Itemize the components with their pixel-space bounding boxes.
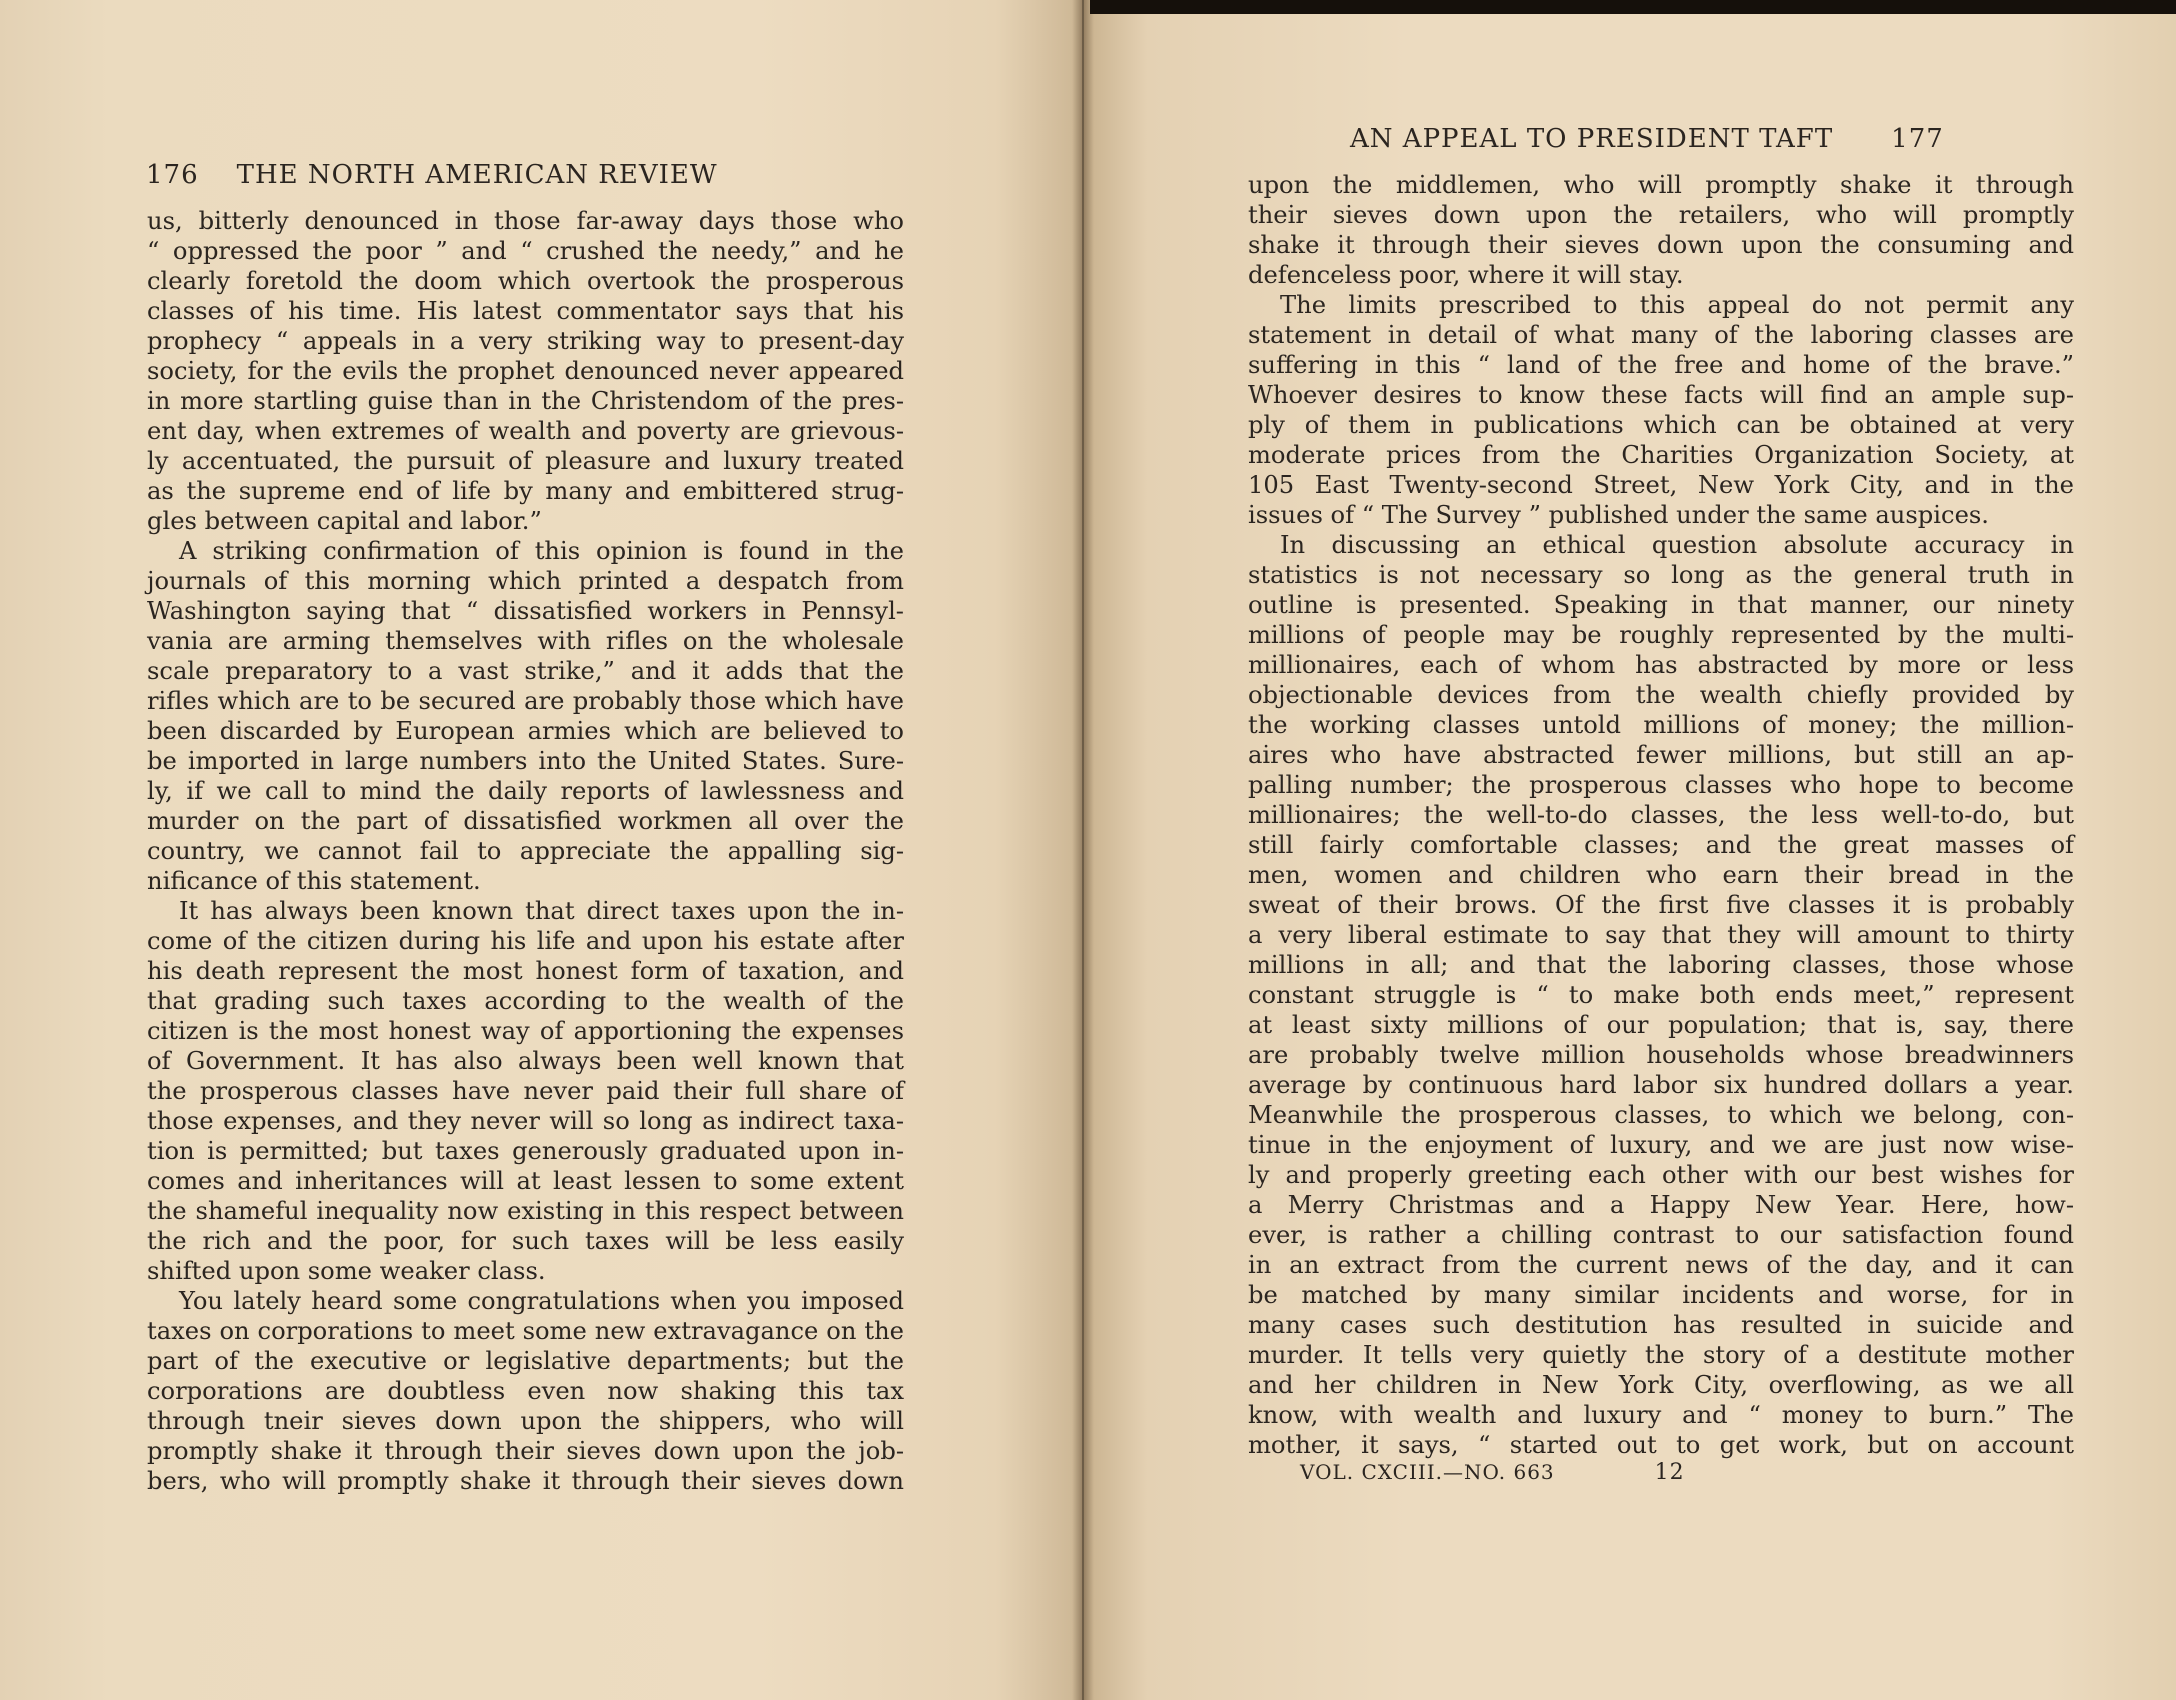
text-line: ly, if we call to mind the daily reports of lawlessness and bbox=[147, 777, 904, 805]
page-edge-shadow bbox=[1090, 0, 2176, 14]
text-line: suffering in this “ land of the free and home of the brave.” bbox=[1248, 351, 2074, 379]
text-line: journals of this morning which printed a despatch from bbox=[147, 567, 904, 595]
text-line: taxes on corporations to meet some new extravagance on the bbox=[147, 1317, 904, 1345]
text-line: prophecy “ appeals in a very striking way to present-day bbox=[147, 327, 904, 355]
text-line: a very liberal estimate to say that they will amount to thirty bbox=[1248, 921, 2074, 949]
text-line: average by continuous hard labor six hundred dollars a year. bbox=[1248, 1071, 2074, 1099]
text-line: defenceless poor, where it will stay. bbox=[1248, 261, 1684, 289]
text-line: aires who have abstracted fewer millions, but still an ap- bbox=[1248, 741, 2074, 769]
text-line: murder on the part of dissatisfied workmen all over the bbox=[147, 807, 904, 835]
text-line: millionaires; the well-to-do classes, the less well-to-do, but bbox=[1248, 801, 2074, 829]
text-line: millionaires, each of whom has abstracted by more or less bbox=[1248, 651, 2074, 679]
text-line: and her children in New York City, overflowing, as we all bbox=[1248, 1371, 2074, 1399]
text-line: his death represent the most honest form of taxation, and bbox=[147, 957, 904, 985]
right-running-head bbox=[1350, 124, 1944, 154]
text-line: the prosperous classes have never paid their full share of bbox=[147, 1077, 904, 1105]
text-line: in more startling guise than in the Christendom of the pres- bbox=[147, 387, 904, 415]
text-line: In discussing an ethical question absolute accuracy in bbox=[1280, 531, 2074, 559]
left-page bbox=[0, 0, 1082, 1700]
text-line: of Government. It has also always been well known that bbox=[147, 1047, 904, 1075]
text-line: constant struggle is “ to make both ends meet,” represent bbox=[1248, 981, 2074, 1009]
text-line: millions in all; and that the laboring classes, those whose bbox=[1248, 951, 2074, 979]
text-line: still fairly comfortable classes; and the great masses of bbox=[1248, 831, 2074, 859]
text-line: Washington saying that “ dissatisfied workers in Pennsyl- bbox=[147, 597, 904, 625]
text-line: come of the citizen during his life and upon his estate after bbox=[147, 927, 904, 955]
text-line: vania are arming themselves with rifles on the wholesale bbox=[147, 627, 904, 655]
text-line: scale preparatory to a vast strike,” and it adds that the bbox=[147, 657, 904, 685]
signature-mark: 12 bbox=[1654, 1460, 1685, 1485]
text-line: ly and properly greeting each other with our best wishes for bbox=[1248, 1161, 2074, 1189]
text-line: ply of them in publications which can be obtained at very bbox=[1248, 411, 2074, 439]
text-line: Meanwhile the prosperous classes, to which we belong, con- bbox=[1248, 1101, 2074, 1129]
text-line: the working classes untold millions of money; the million- bbox=[1248, 711, 2074, 739]
text-line: statement in detail of what many of the laboring classes are bbox=[1248, 321, 2074, 349]
text-line: Whoever desires to know these facts will find an ample sup- bbox=[1248, 381, 2074, 409]
left-page-number: 176 bbox=[146, 160, 199, 190]
text-line: statistics is not necessary so long as the general truth in bbox=[1248, 561, 2074, 589]
text-line: through tneir sieves down upon the shippers, who will bbox=[147, 1407, 904, 1435]
right-article-title: AN APPEAL TO PRESIDENT TAFT bbox=[1350, 124, 1834, 154]
text-line: objectionable devices from the wealth chiefly provided by bbox=[1248, 681, 2074, 709]
text-line: nificance of this statement. bbox=[147, 867, 481, 895]
text-line: citizen is the most honest way of apportioning the expenses bbox=[147, 1017, 904, 1045]
text-line: their sieves down upon the retailers, who will promptly bbox=[1248, 201, 2074, 229]
right-text-column bbox=[1248, 170, 2074, 1460]
text-line: been discarded by European armies which are believed to bbox=[147, 717, 904, 745]
text-line: promptly shake it through their sieves down upon the job- bbox=[147, 1437, 904, 1465]
text-line: as the supreme end of life by many and embittered strug- bbox=[147, 477, 904, 505]
text-line: society, for the evils the prophet denounced never appeared bbox=[147, 357, 904, 385]
text-line: the shameful inequality now existing in this respect between bbox=[147, 1197, 904, 1225]
left-journal-title: THE NORTH AMERICAN REVIEW bbox=[236, 160, 718, 190]
text-line: upon the middlemen, who will promptly shake it through bbox=[1248, 171, 2074, 199]
left-running-head bbox=[146, 160, 718, 190]
text-line: 105 East Twenty-second Street, New York City, and in the bbox=[1248, 471, 2074, 499]
text-line: ent day, when extremes of wealth and poverty are grievous- bbox=[147, 417, 904, 445]
text-line: outline is presented. Speaking in that manner, our ninety bbox=[1248, 591, 2074, 619]
text-line: be matched by many similar incidents and worse, for in bbox=[1248, 1281, 2074, 1309]
text-line: part of the executive or legislative departments; but the bbox=[147, 1347, 904, 1375]
text-line: millions of people may be roughly represented by the multi- bbox=[1248, 621, 2074, 649]
text-line: clearly foretold the doom which overtook the prosperous bbox=[147, 267, 904, 295]
text-line: tinue in the enjoyment of luxury, and we are just now wise- bbox=[1248, 1131, 2074, 1159]
text-line: be imported in large numbers into the United States. Sure- bbox=[147, 747, 904, 775]
text-line: comes and inheritances will at least lessen to some extent bbox=[147, 1167, 904, 1195]
text-line: gles between capital and labor.” bbox=[147, 507, 542, 535]
text-line: You lately heard some congratulations when you imposed bbox=[179, 1287, 904, 1315]
text-line: rifles which are to be secured are probably those which have bbox=[147, 687, 904, 715]
text-line: tion is permitted; but taxes generously graduated upon in- bbox=[147, 1137, 904, 1165]
text-line: moderate prices from the Charities Organization Society, at bbox=[1248, 441, 2074, 469]
text-line: us, bitterly denounced in those far-away days those who bbox=[147, 207, 904, 235]
text-line: The limits prescribed to this appeal do not permit any bbox=[1280, 291, 2074, 319]
text-line: It has always been known that direct taxes upon the in- bbox=[179, 897, 904, 925]
text-line: at least sixty millions of our population; that is, say, there bbox=[1248, 1011, 2074, 1039]
text-line: ever, is rather a chilling contrast to our satisfaction found bbox=[1248, 1221, 2074, 1249]
text-line: murder. It tells very quietly the story of a destitute mother bbox=[1248, 1341, 2074, 1369]
text-line: that grading such taxes according to the wealth of the bbox=[147, 987, 904, 1015]
text-line: those expenses, and they never will so long as indirect taxa- bbox=[147, 1107, 904, 1135]
text-line: country, we cannot fail to appreciate the appalling sig- bbox=[147, 837, 904, 865]
text-line: corporations are doubtless even now shaking this tax bbox=[147, 1377, 904, 1405]
text-line: shake it through their sieves down upon the consuming and bbox=[1248, 231, 2074, 259]
left-text-column bbox=[147, 206, 904, 1496]
text-line: mother, it says, “ started out to get work, but on account bbox=[1248, 1431, 2074, 1459]
right-page-number: 177 bbox=[1891, 124, 1944, 154]
text-line: classes of his time. His latest commentator says that his bbox=[147, 297, 904, 325]
volume-number: VOL. CXCIII.—NO. 663 bbox=[1300, 1460, 1555, 1484]
text-line: are probably twelve million households whose breadwinners bbox=[1248, 1041, 2074, 1069]
text-line: bers, who will promptly shake it through their sieves down bbox=[147, 1467, 904, 1495]
page-footer bbox=[1300, 1460, 1685, 1485]
text-line: in an extract from the current news of the day, and it can bbox=[1248, 1251, 2074, 1279]
right-page bbox=[1082, 0, 2176, 1700]
text-line: palling number; the prosperous classes who hope to become bbox=[1248, 771, 2074, 799]
text-line: A striking confirmation of this opinion is found in the bbox=[179, 537, 904, 565]
text-line: the rich and the poor, for such taxes will be less easily bbox=[147, 1227, 904, 1255]
text-line: a Merry Christmas and a Happy New Year. Here, how- bbox=[1248, 1191, 2074, 1219]
text-line: issues of “ The Survey ” published under the same auspices. bbox=[1248, 501, 1989, 529]
text-line: many cases such destitution has resulted in suicide and bbox=[1248, 1311, 2074, 1339]
text-line: ly accentuated, the pursuit of pleasure and luxury treated bbox=[147, 447, 904, 475]
text-line: men, women and children who earn their bread in the bbox=[1248, 861, 2074, 889]
text-line: know, with wealth and luxury and “ money to burn.” The bbox=[1248, 1401, 2074, 1429]
text-line: shifted upon some weaker class. bbox=[147, 1257, 546, 1285]
book-gutter bbox=[1072, 0, 1094, 1700]
text-line: sweat of their brows. Of the first five classes it is probably bbox=[1248, 891, 2074, 919]
text-line: “ oppressed the poor ” and “ crushed the needy,” and he bbox=[147, 237, 904, 265]
